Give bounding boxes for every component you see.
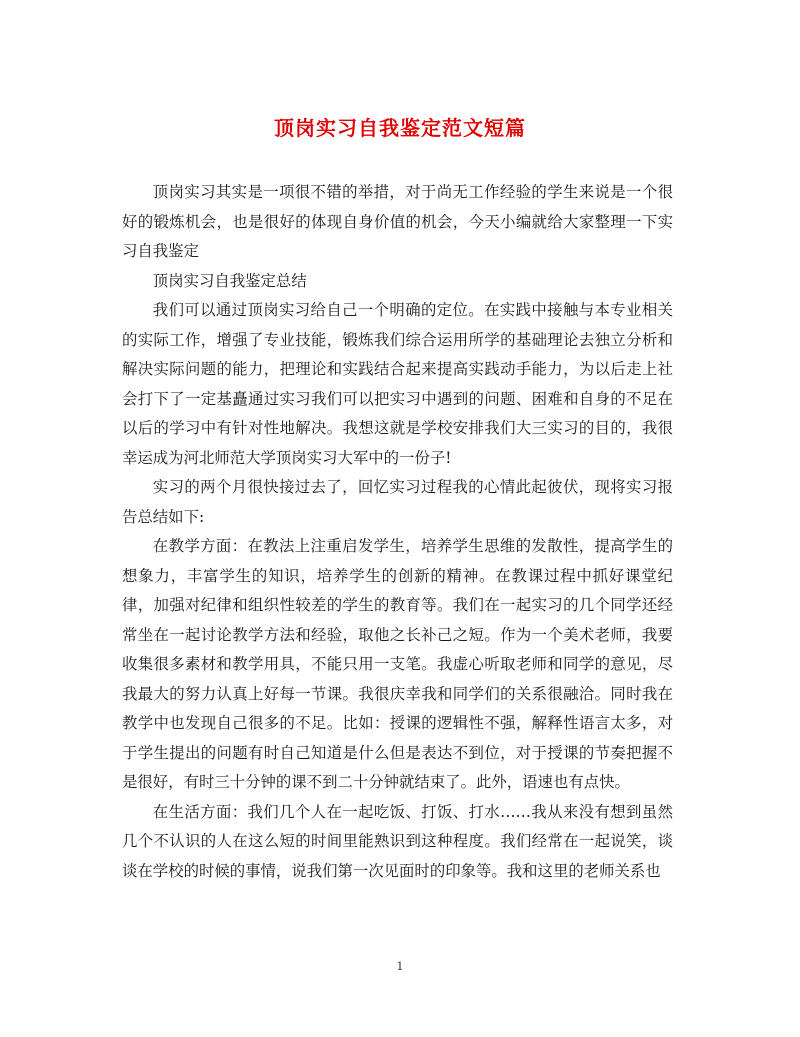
paragraph-intro: 顶岗实习其实是一项很不错的举措，对于尚无工作经验的学生来说是一个很好的锻炼机会，也是很好的体现自身价值的机会，今天小编就给大家整理一下实习自我鉴定 <box>122 183 673 260</box>
paragraph-life: 在生活方面：我们几个人在一起吃饭、打饭、打水……我从来没有想到虽然几个不认识的人在这么短的时间里能熟识到这种程度。我们经常在一起说笑，谈谈在学校的时候的事情，说我们第一次见面时的印象等。我和这里的老师关系也 <box>122 802 673 880</box>
paragraph-positioning: 我们可以通过顶岗实习给自己一个明确的定位。在实践中接触与本专业相关的实际工作，增强了专业技能，锻炼我们综合运用所学的基础理论去独立分析和解决实际问题的能力，把理论和实践结合起来提高实践动手能力，为以后走上社会打下了一定基矗通过实习我们可以把实习中遇到的问题、困难和自身的不足在以后的学习中有针对性地解决。我想这就是学校安排我们大三实习的目的，我很幸运成为河北师范大学顶岗实习大军中的一份子! <box>122 301 673 467</box>
paragraph-teaching: 在教学方面：在教法上注重启发学生，培养学生思维的发散性，提高学生的想象力，丰富学生的知识，培养学生的创新的精神。在教课过程中抓好课堂纪律，加强对纪律和组织性较差的学生的教育等。我们在一起实习的几个同学还经常坐在一起讨论教学方法和经验，取他之长补己之短。作为一个美术老师，我要收集很多素材和教学用具，不能只用一支笔。我虚心听取老师和同学的意见，尽我最大的努力认真上好每一节课。我很庆幸我和同学们的关系很融洽。同时我在教学中也发现自己很多的不足。比如：授课的逻辑性不强，解释性语言太多，对于学生提出的问题有时自己知道是什么但是表达不到位，对于授课的节奏把握不是很好，有时三十分钟的课不到二十分钟就结束了。此外，语速也有点快。 <box>122 537 673 791</box>
paragraph-summary-intro: 实习的两个月很快接过去了，回忆实习过程我的心情此起彼伏，现将实习报告总结如下: <box>122 478 673 526</box>
document-body <box>122 178 673 886</box>
document-title: 顶岗实习自我鉴定范文短篇 <box>274 116 526 140</box>
page-number: 1 <box>396 960 404 973</box>
section-heading: 顶岗实习自我鉴定总结 <box>152 271 307 290</box>
